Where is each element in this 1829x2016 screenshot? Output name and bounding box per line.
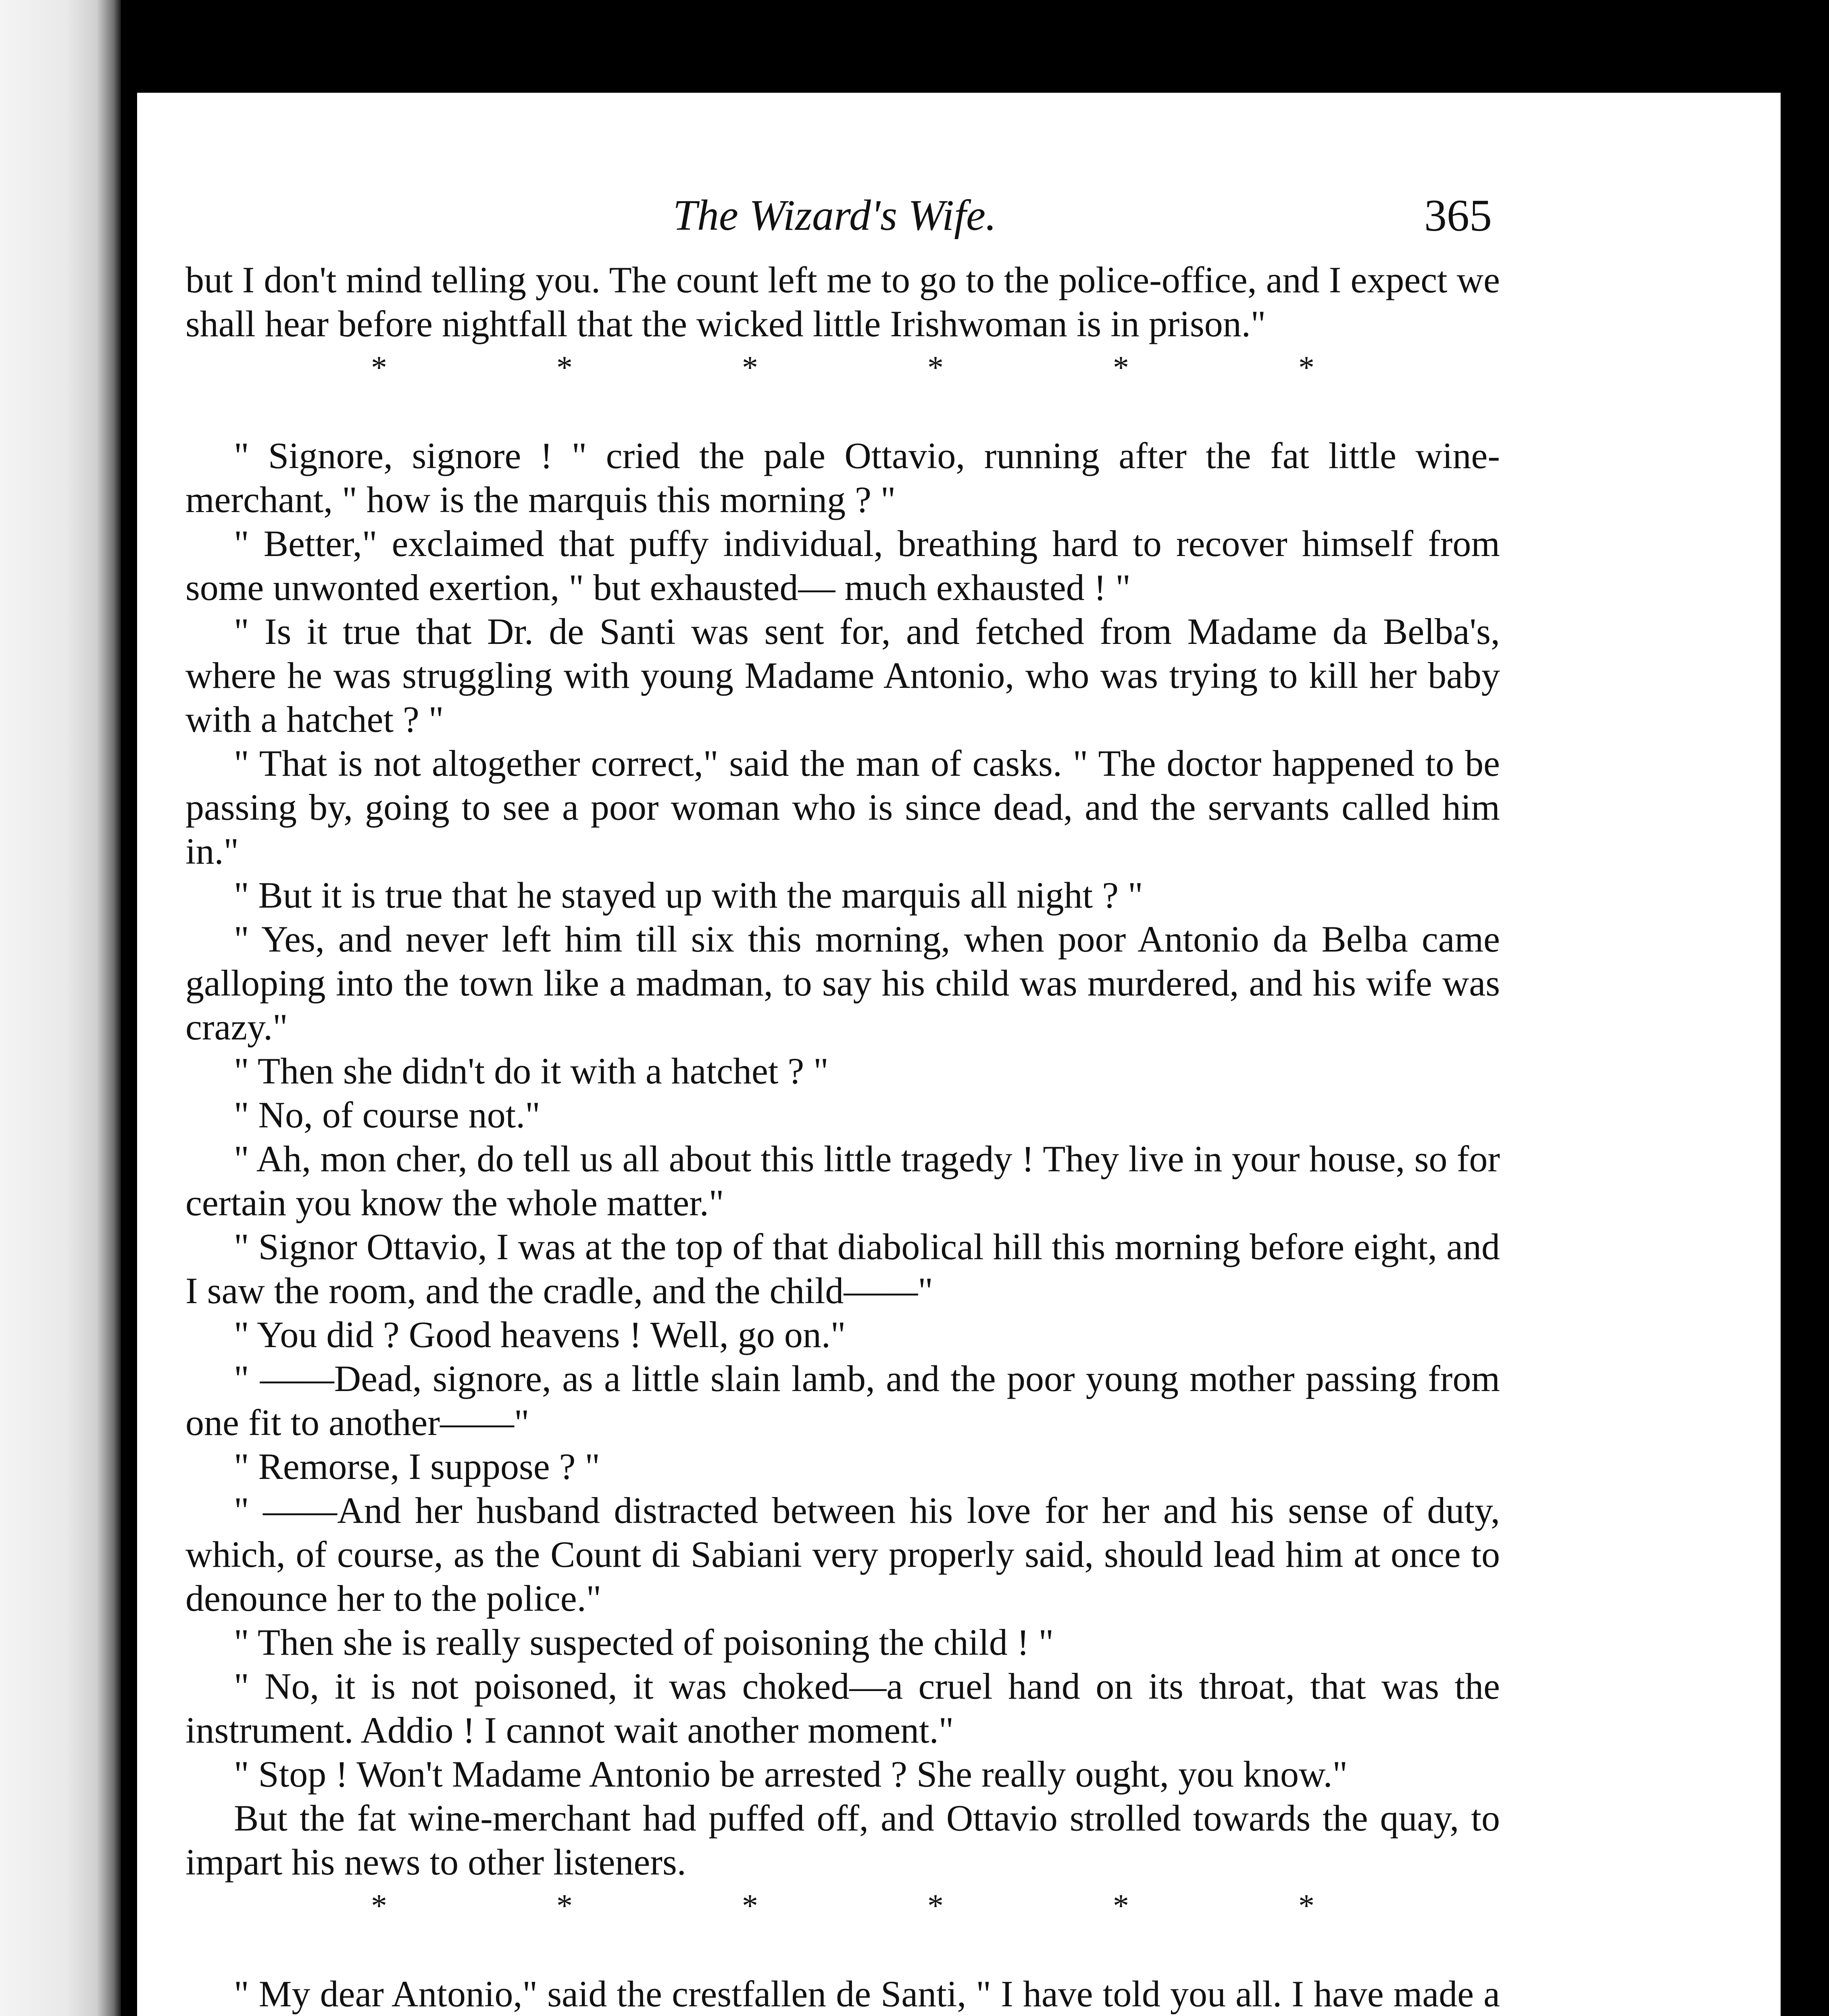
section-break-star: * (927, 350, 944, 385)
running-title: The Wizard's Wife. (673, 192, 997, 240)
left-page-edge (0, 0, 121, 2016)
paragraph: " No, it is not poisoned, it was choked—a cruel hand on its throat, that was the instrument. Addio ! I cannot wait another moment." (185, 1666, 1500, 1751)
paragraph: " Remorse, I suppose ? " (234, 1446, 600, 1487)
paragraph: " Ah, mon cher, do tell us all about this little tragedy ! They live in your house, so for certain you know the whole matter." (185, 1138, 1500, 1223)
paragraph: " ——And her husband distracted between his love for her and his sense of duty, which, of course, as the Count di Sabiani very properly said, should lead him at once to denounce her to the police." (185, 1490, 1500, 1619)
section-break (185, 346, 1500, 434)
section-break-star: * (371, 1888, 387, 1924)
section-break-star: * (1113, 350, 1129, 385)
paragraph: " No, of course not." (234, 1094, 540, 1135)
section-break-star: * (742, 350, 758, 385)
paragraph: " Signor Ottavio, I was at the top of that diabolical hill this morning before eight, and I saw the room, and the cradle, and the child——" (185, 1226, 1500, 1311)
section-break (185, 1884, 1500, 1972)
paragraph: " You did ? Good heavens ! Well, go on." (234, 1314, 846, 1355)
paragraph: " That is not altogether correct," said the man of casks. " The doctor happened to be passing by, going to see a poor woman who is since dead, and the servants called him in." (185, 743, 1500, 872)
section-break-star: * (927, 1888, 944, 1924)
paragraph: " Stop ! Won't Madame Antonio be arrested ? She really ought, you know." (234, 1754, 1348, 1795)
paragraph: " Yes, and never left him till six this morning, when poor Antonio da Belba came galloping into the town like a madman, to say his child was murdered, and his wife was crazy." (185, 918, 1500, 1048)
section-break-star: * (556, 1888, 573, 1924)
section-break-star: * (1298, 350, 1314, 385)
paragraph: but I don't mind telling you. The count left me to go to the police-office, and I expect we shall hear before nightfall that the wicked little Irishwoman is in prison." (185, 259, 1500, 344)
section-break-star: * (742, 1888, 758, 1924)
paragraph: " Is it true that Dr. de Santi was sent for, and fetched from Madame da Belba's, where he was struggling with young Madame Antonio, who was trying to kill her baby with a hatchet ? " (185, 611, 1500, 740)
section-break-star: * (556, 350, 573, 385)
paragraph: " Signore, signore ! " cried the pale Ottavio, running after the fat little wine-merchant, " how is the marquis this morning ? " (185, 435, 1500, 520)
section-break-star: * (1298, 1888, 1314, 1924)
paragraph: " My dear Antonio," said the crestfallen de Santi, " I have told you all. I have made a (234, 1973, 1500, 2014)
section-break-star: * (371, 350, 387, 385)
paragraph: " But it is true that he stayed up with the marquis all night ? " (234, 875, 1143, 916)
paragraph: " Then she didn't do it with a hatchet ? " (234, 1050, 829, 1091)
paragraph: " Then she is really suspected of poisoning the child ! " (234, 1622, 1054, 1663)
running-head (177, 181, 1492, 254)
body-text (185, 258, 1500, 2016)
page-number: 365 (1424, 191, 1492, 241)
paragraph: " ——Dead, signore, as a little slain lamb, and the poor young mother passing from one fit to another——" (185, 1358, 1500, 1443)
paragraph: But the fat wine-merchant had puffed off, and Ottavio strolled towards the quay, to impart his news to other listeners. (185, 1797, 1500, 1883)
section-break-star: * (1113, 1888, 1129, 1924)
paragraph: " Better," exclaimed that puffy individual, breathing hard to recover himself from some unwonted exertion, " but exhausted— much exhausted ! " (185, 523, 1500, 608)
